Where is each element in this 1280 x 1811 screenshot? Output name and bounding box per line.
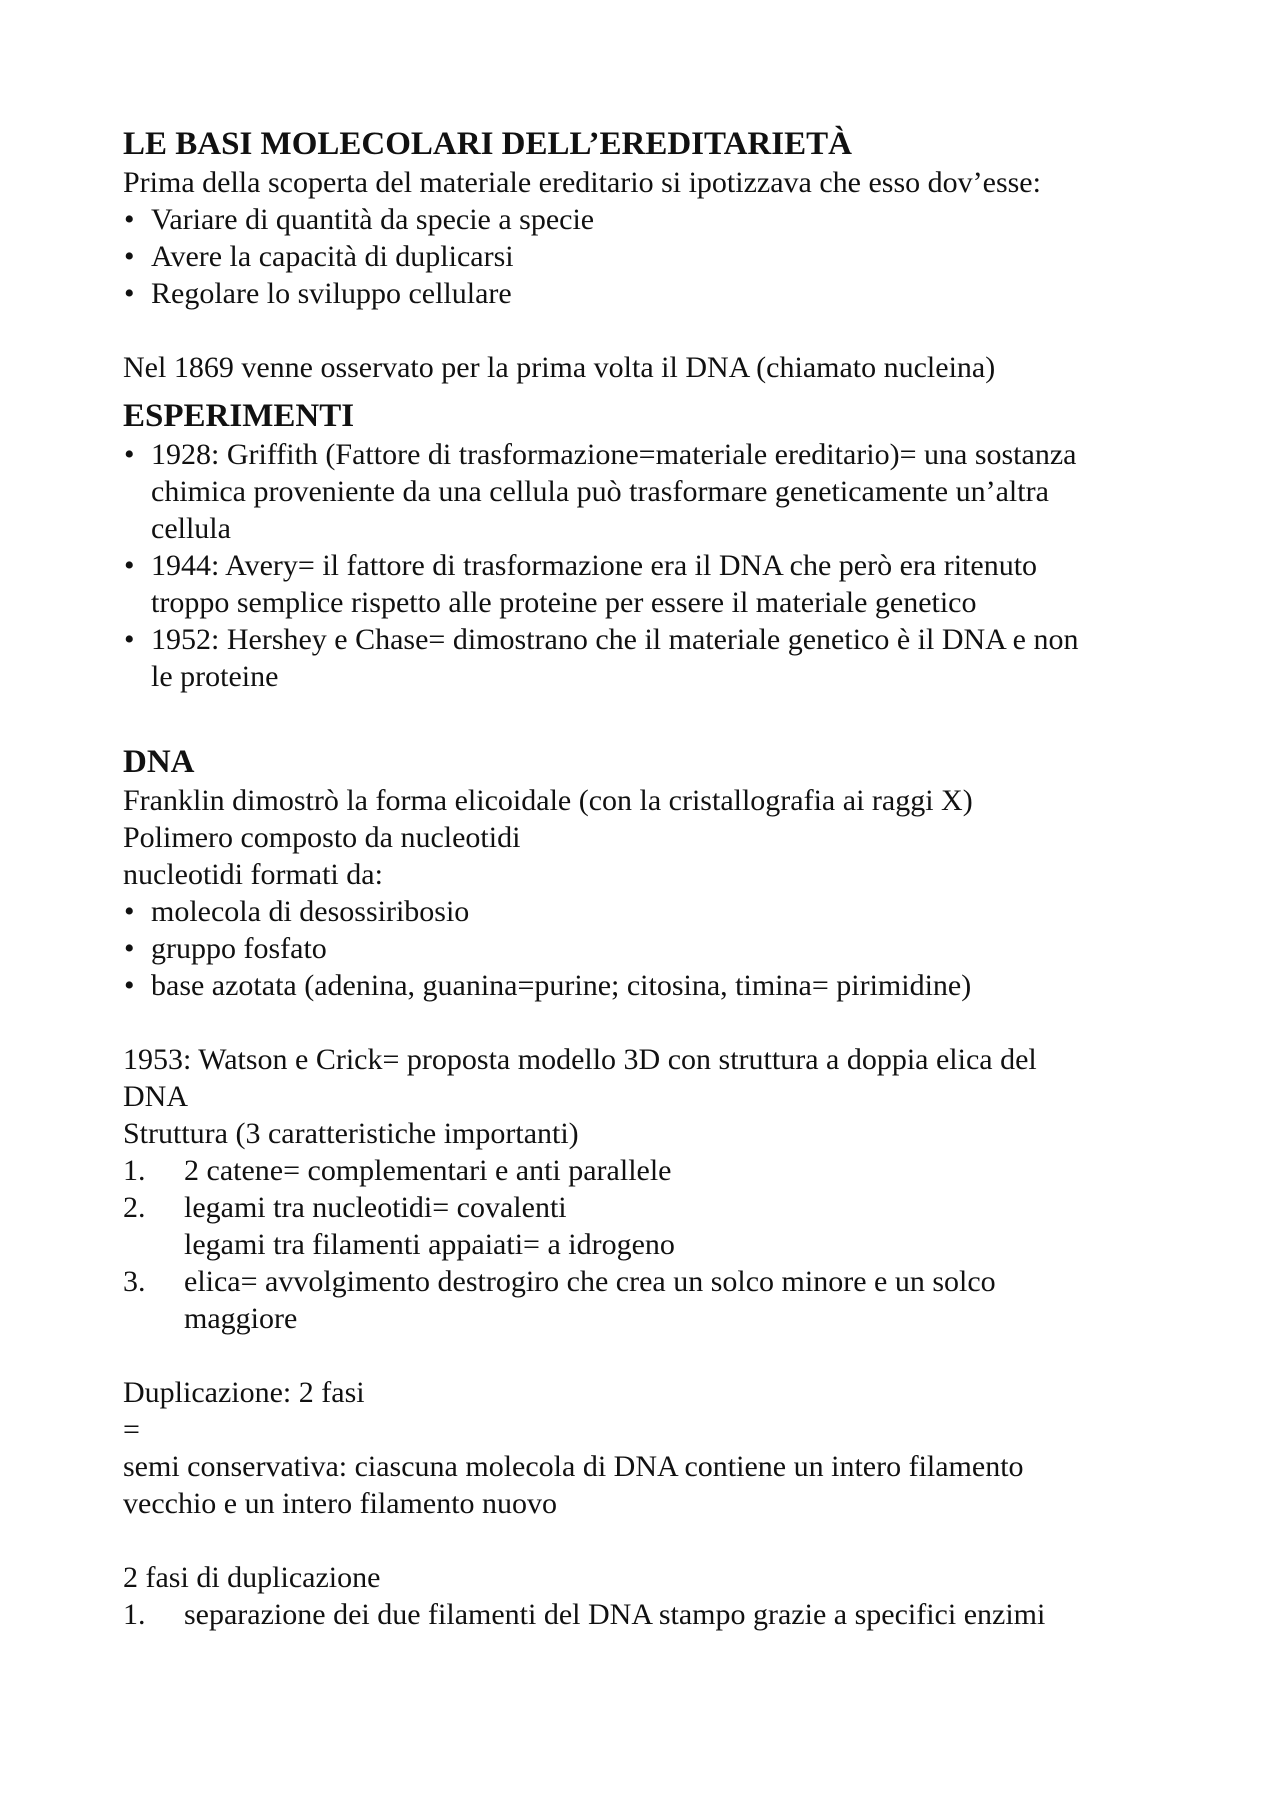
esperimenti-list bbox=[123, 436, 1183, 695]
section-heading-fasi: 2 fasi di duplicazione bbox=[123, 1561, 381, 1594]
page-title: LE BASI MOLECOLARI DELL’EREDITARIETÀ bbox=[123, 126, 852, 162]
intro-text: Prima della scoperta del materiale ereditario si ipotizzava che esso dov’esse: bbox=[123, 166, 1041, 199]
nucleotide-components-list bbox=[123, 893, 1183, 1004]
watson-crick-line: DNA bbox=[123, 1080, 188, 1113]
dna-line: Polimero composto da nucleotidi bbox=[123, 821, 521, 854]
numbered-item bbox=[123, 1152, 1183, 1189]
numbered-item-line: legami tra filamenti appaiati= a idrogeno bbox=[184, 1228, 675, 1261]
intro-note: Nel 1869 venne osservato per la prima volta il DNA (chiamato nucleina) bbox=[123, 351, 996, 384]
list-item-line: cellula bbox=[151, 512, 231, 545]
numbered-item bbox=[123, 1189, 1183, 1263]
item-number: 1. bbox=[123, 1154, 146, 1187]
list-item-line: • 1952: Hershey e Chase= dimostrano che il materiale genetico è il DNA e non bbox=[151, 623, 1079, 656]
list-item: • Avere la capacità di duplicarsi bbox=[123, 238, 1183, 275]
list-item-line: le proteine bbox=[151, 660, 279, 693]
list-item: • molecola di desossiribosio bbox=[123, 893, 1183, 930]
list-item-line: • 1944: Avery= il fattore di trasformazione era il DNA che però era ritenuto bbox=[151, 549, 1038, 582]
document-page bbox=[123, 124, 1183, 1633]
duplicazione-line: semi conservativa: ciascuna molecola di DNA contiene un intero filamento bbox=[123, 1450, 1024, 1483]
struttura-line: Struttura (3 caratteristiche importanti) bbox=[123, 1117, 579, 1150]
intro-list bbox=[123, 201, 1183, 312]
dna-line: Franklin dimostrò la forma elicoidale (con la cristallografia ai raggi X) bbox=[123, 784, 973, 817]
watson-crick-line: 1953: Watson e Crick= proposta modello 3D con struttura a doppia elica del bbox=[123, 1043, 1037, 1076]
list-item-line: troppo semplice rispetto alle proteine per essere il materiale genetico bbox=[151, 586, 977, 619]
numbered-item bbox=[123, 1263, 1183, 1337]
item-number: 3. bbox=[123, 1265, 146, 1298]
duplicazione-line: = bbox=[123, 1413, 140, 1446]
list-item bbox=[123, 621, 1183, 695]
duplicazione-line: vecchio e un intero filamento nuovo bbox=[123, 1487, 558, 1520]
numbered-item-line: maggiore bbox=[184, 1302, 298, 1335]
numbered-item-line: separazione dei due filamenti del DNA stampo grazie a specifici enzimi bbox=[184, 1598, 1046, 1631]
list-item: • Variare di quantità da specie a specie bbox=[123, 201, 1183, 238]
numbered-item-line: legami tra nucleotidi= covalenti bbox=[184, 1191, 567, 1224]
struttura-list bbox=[123, 1152, 1183, 1337]
dna-line: nucleotidi formati da: bbox=[123, 858, 383, 891]
section-heading-dna: DNA bbox=[123, 744, 195, 780]
numbered-item-line: 2 catene= complementari e anti parallele bbox=[184, 1154, 672, 1187]
item-number: 1. bbox=[123, 1598, 146, 1631]
section-heading-esperimenti: ESPERIMENTI bbox=[123, 398, 355, 434]
numbered-item bbox=[123, 1596, 1183, 1633]
list-item: • Regolare lo sviluppo cellulare bbox=[123, 275, 1183, 312]
list-item: • base azotata (adenina, guanina=purine; citosina, timina= pirimidine) bbox=[123, 967, 1183, 1004]
numbered-item-line: elica= avvolgimento destrogiro che crea un solco minore e un solco bbox=[184, 1265, 996, 1298]
list-item: • gruppo fosfato bbox=[123, 930, 1183, 967]
list-item bbox=[123, 436, 1183, 547]
list-item-line: • 1928: Griffith (Fattore di trasformazione=materiale ereditario)= una sostanza bbox=[151, 438, 1077, 471]
list-item bbox=[123, 547, 1183, 621]
fasi-list bbox=[123, 1596, 1183, 1633]
item-number: 2. bbox=[123, 1191, 146, 1224]
duplicazione-line: Duplicazione: 2 fasi bbox=[123, 1376, 365, 1409]
list-item-line: chimica proveniente da una cellula può trasformare geneticamente un’altra bbox=[151, 475, 1049, 508]
